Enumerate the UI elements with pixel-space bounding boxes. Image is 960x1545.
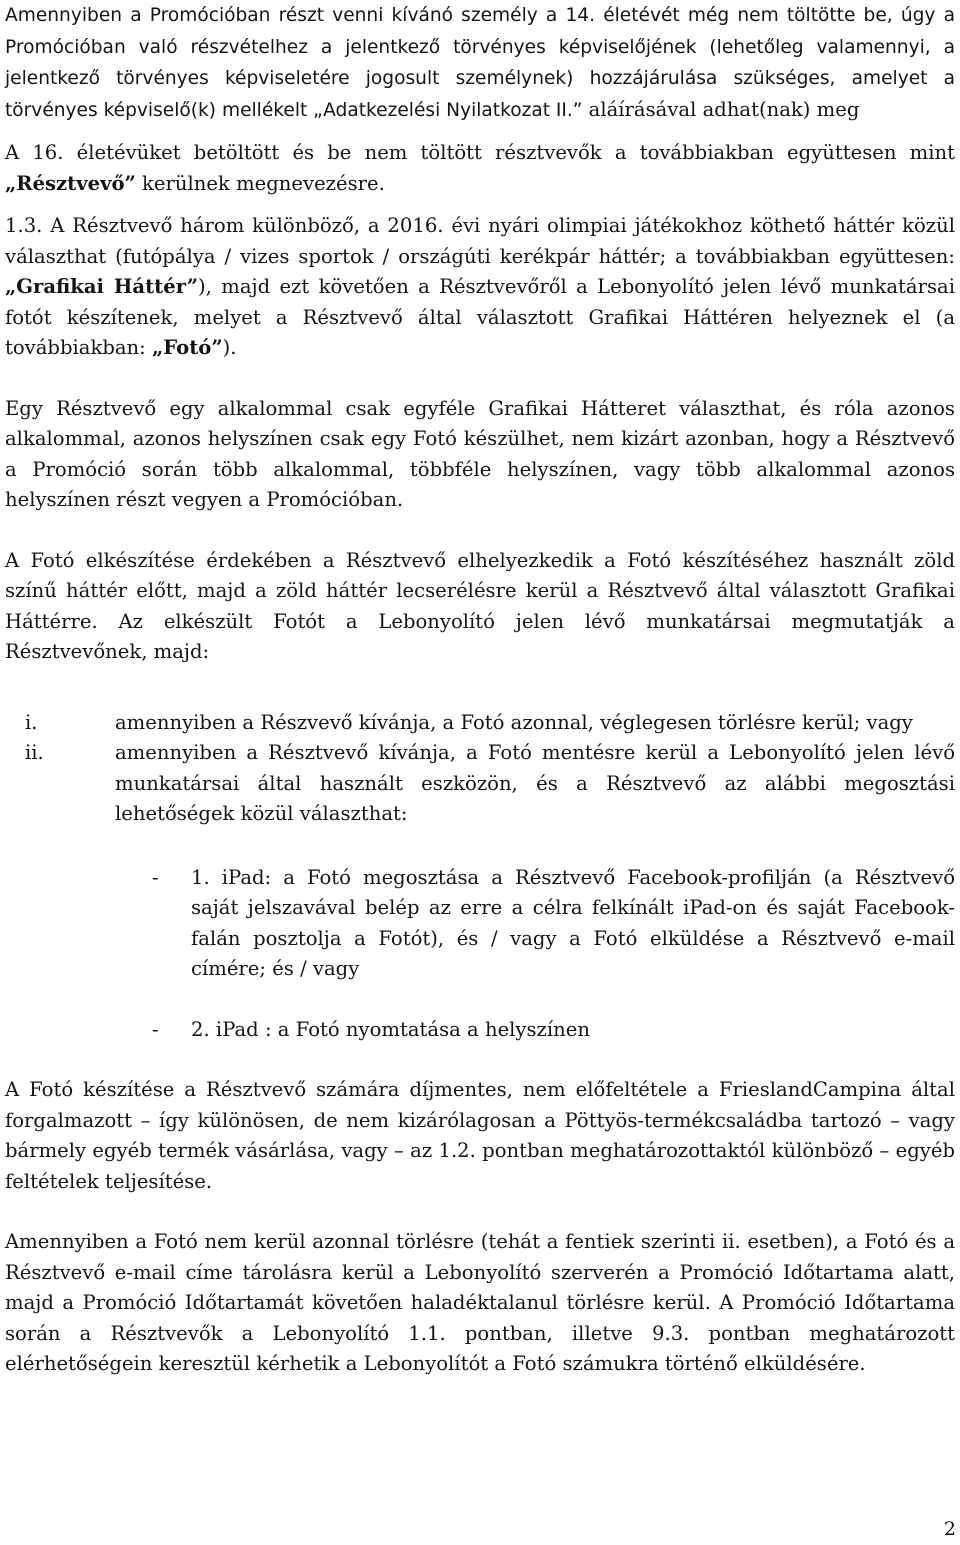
roman-option-list [5, 708, 955, 830]
term-photo: „Fotó” [152, 336, 223, 359]
list-item [5, 1015, 955, 1046]
list-item-text: amennyiben a Részvevő kívánja, a Fotó azonnal, véglegesen törlésre kerül; vagy [115, 710, 913, 734]
list-item-text: amennyiben a Résztvevő kívánja, a Fotó mentésre kerül a Lebonyolító jelen lévő munkatársai által használt eszközön, és a Résztvevő az alábbi megosztási lehetőségek közül választhat: [115, 741, 955, 825]
paragraph-underage-consent [5, 0, 955, 126]
list-dash: - [152, 1017, 159, 1041]
paragraph-underage-consent-text: Amennyiben a Promócióban részt venni kívánó személy a 14. életévét még nem töltötte be, úgy a Promócióban való részvételhez a jelentkező törvényes képviselőjének (lehetőleg valamennyi, a jelentkező törvényes képviseletére jogosult személynek) hozzájárulása szükséges, amelyet a törvényes képviselő(k) mellékelt „Adatkezelési Nyilatkozat II.” [5, 5, 955, 121]
paragraph-photo-storage: Amennyiben a Fotó nem kerül azonnal törlésre (tehát a fentiek szerinti ii. esetben), a Fotó és a Résztvevő e-mail címe tárolásra kerül a Lebonyolító szerverén a Promóció Időtartama alatt, majd a Promóció Időtartamát követően haladéktalanul törlésre kerül. A Promóció Időtartama során a Résztvevők a Lebonyolító 1.1. pontban, illetve 9.3. pontban meghatározott elérhetőségein keresztül kérhetik a Lebonyolítót a Fotó számukra történő elküldésére. [5, 1230, 955, 1375]
list-item [5, 863, 955, 985]
page-number: 2 [943, 1518, 956, 1540]
paragraph-free-of-charge: A Fotó készítése a Résztvevő számára díjmentes, nem előfeltétele a FrieslandCampina által forgalmazott – így különösen, de nem kizárólagosan a Pöttyös-termékcsaládba tartozó – vagy bármely egyéb termék vásárlása, vagy – az 1.2. pontban meghatározottaktól különböző – egyéb feltételek teljesítése. [5, 1078, 955, 1193]
list-item-text: 2. iPad : a Fotó nyomtatása a helyszínen [191, 1017, 590, 1041]
paragraph-photo-process: A Fotó elkészítése érdekében a Résztvevő elhelyezkedik a Fotó készítéséhez használt zöld színű háttér előtt, majd a zöld háttér lecserélésre kerül a Résztvevő által választott Grafikai Háttérre. Az elkészült Fotót a Lebonyolító jelen lévő munkatársai megmutatják a Résztvevőnek, majd: [5, 548, 955, 663]
document-page [5, 0, 955, 1380]
list-dash: - [152, 865, 159, 889]
paragraph-underage-consent-tail: aláírásával adhat(nak) meg [582, 97, 860, 121]
paragraph-section-1-3: 1.3. A Résztvevő három különböző, a 2016. évi nyári olimpiai játékokhoz köthető háttér közül választhat (futópálya / vizes sportok / országúti kerékpár háttér; a továbbiakban együttesen: „Grafikai Háttér”), majd ezt követően a Résztvevőről a Lebonyolító jelen lévő munkatársai fotót készítenek, melyet a Résztvevő által választott Grafikai Háttéren helyeznek el (a továbbiakban: „Fotó”). [5, 214, 955, 359]
paragraph-one-background: Egy Résztvevő egy alkalommal csak egyféle Grafikai Hátteret választhat, és róla azonos alkalommal, azonos helyszínen csak egy Fotó készülhet, nem kizárt azonban, hogy a Résztvevő a Promóció során több alkalommal, többféle helyszínen, vagy több alkalommal azonos helyszínen részt vegyen a Promócióban. [5, 396, 955, 511]
sharing-option-list [5, 863, 955, 1046]
list-marker: i. [25, 710, 38, 734]
list-marker: ii. [25, 741, 44, 764]
list-item [5, 708, 955, 739]
paragraph-participant-definition: A 16. életévüket betöltött és be nem töltött résztvevők a továbbiakban együttesen mint „Résztvevő” kerülnek megnevezésre. [5, 141, 955, 195]
term-graphic-background: „Grafikai Háttér” [5, 275, 199, 298]
term-participant: „Résztvevő” [5, 171, 136, 195]
list-item [5, 738, 955, 830]
list-item-text: 1. iPad: a Fotó megosztása a Résztvevő Facebook-profilján (a Résztvevő saját jelszavával belép az erre a célra felkínált iPad-on és saját Facebook-falán posztolja a Fotót), és / vagy a Fotó elküldése a Résztvevő e-mail címére; és / vagy [191, 865, 955, 980]
